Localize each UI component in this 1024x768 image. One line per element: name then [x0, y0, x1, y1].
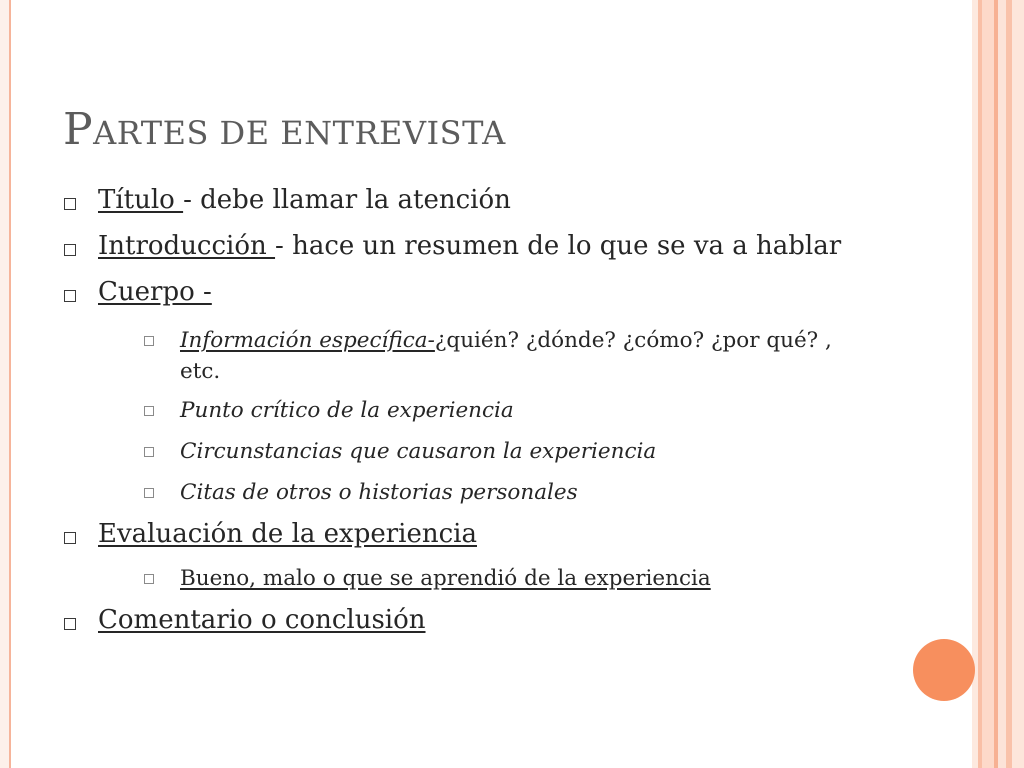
subitem-text: Bueno, malo o que se aprendió de la experiencia: [180, 566, 711, 591]
item-label: Cuerpo -: [98, 277, 212, 307]
item-label: Evaluación de la experiencia: [98, 519, 477, 549]
subitem-text: Citas de otros o historias personales: [180, 480, 578, 505]
left-border-decoration: [0, 0, 11, 768]
square-bullet-icon: [144, 488, 154, 498]
title-first-letter: P: [63, 104, 94, 155]
subitem-text: Circunstancias que causaron la experiencia: [180, 439, 657, 464]
item-description: - debe llamar la atención: [183, 185, 511, 215]
title-rest: ARTES DE ENTREVISTA: [93, 114, 506, 152]
square-bullet-icon: [64, 198, 76, 210]
square-bullet-icon: [64, 244, 76, 256]
subitem-questions: ¿quién? ¿dónde? ¿cómo? ¿por qué? ,: [434, 328, 832, 353]
slide-title: [63, 104, 506, 155]
item-label: Comentario o conclusión: [98, 605, 426, 635]
square-bullet-icon: [144, 336, 154, 346]
square-bullet-icon: [144, 406, 154, 416]
subitem-italic-label: Información específica-: [180, 328, 435, 353]
square-bullet-icon: [64, 618, 76, 630]
right-stripes-decoration: [972, 0, 1024, 768]
item-label: Introducción: [98, 231, 276, 261]
orange-circle-decoration: [913, 639, 975, 701]
square-bullet-icon: [64, 290, 76, 302]
item-label: Título: [98, 185, 184, 215]
square-bullet-icon: [144, 447, 154, 457]
item-description: - hace un resumen de lo que se va a hablar: [275, 231, 842, 261]
subitem-etc: etc.: [180, 359, 221, 384]
square-bullet-icon: [64, 532, 76, 544]
square-bullet-icon: [144, 574, 154, 584]
subitem-text: Punto crítico de la experiencia: [180, 398, 514, 423]
